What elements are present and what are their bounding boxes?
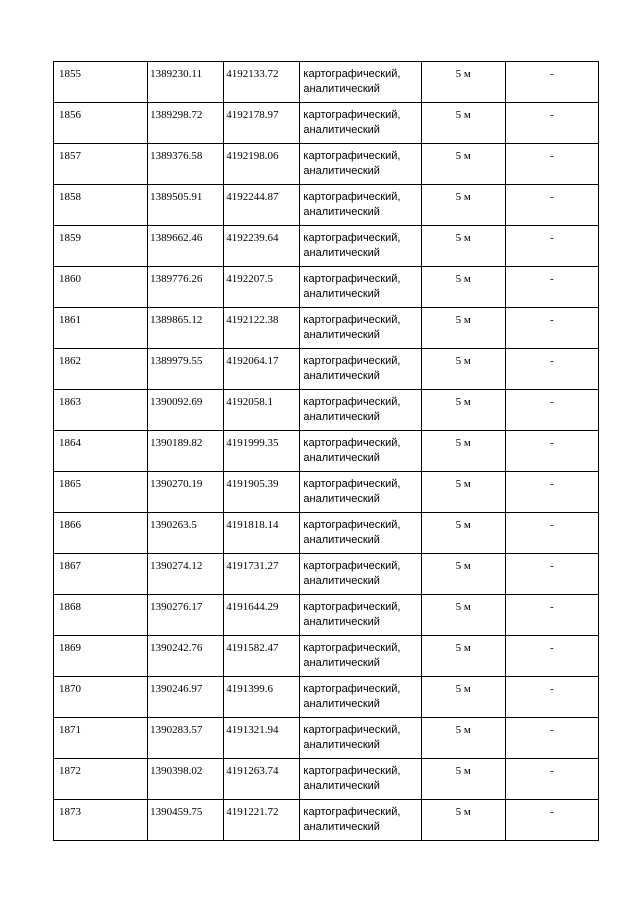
accuracy-cell [421,636,505,677]
x-coordinate-cell [148,472,224,513]
x-coordinate-cell-text: 1389979.55 [150,355,203,367]
point-number-cell-text: 1869 [59,642,81,654]
point-number-cell-text: 1870 [59,683,81,695]
method-cell [300,185,421,226]
point-number-cell [54,677,148,718]
note-cell-text: - [550,437,554,449]
method-cell-text: картографический, аналитический [303,437,401,464]
accuracy-cell-text: 5 м [455,765,471,777]
point-number-cell [54,718,148,759]
note-cell-text: - [550,724,554,736]
y-coordinate-cell [224,103,300,144]
y-coordinate-cell-text: 4192178.97 [226,109,279,121]
accuracy-cell [421,513,505,554]
x-coordinate-cell-text: 1389230.11 [150,68,203,80]
x-coordinate-cell [148,308,224,349]
y-coordinate-cell-text: 4191321.94 [226,724,279,736]
accuracy-cell-text: 5 м [455,273,471,285]
accuracy-cell-text: 5 м [455,191,471,203]
table-row [54,226,599,267]
x-coordinate-cell [148,800,224,841]
y-coordinate-cell-text: 4191999.35 [226,437,279,449]
table-row [54,431,599,472]
note-cell-text: - [550,314,554,326]
x-coordinate-cell [148,759,224,800]
note-cell [505,431,598,472]
note-cell [505,677,598,718]
accuracy-cell [421,103,505,144]
y-coordinate-cell [224,800,300,841]
accuracy-cell [421,554,505,595]
point-number-cell [54,185,148,226]
x-coordinate-cell [148,267,224,308]
y-coordinate-cell-text: 4192122.38 [226,314,279,326]
point-number-cell [54,226,148,267]
point-number-cell-text: 1859 [59,232,81,244]
note-cell [505,636,598,677]
point-number-cell-text: 1872 [59,765,81,777]
y-coordinate-cell [224,595,300,636]
point-number-cell [54,800,148,841]
point-number-cell-text: 1871 [59,724,81,736]
note-cell [505,554,598,595]
x-coordinate-cell-text: 1390274.12 [150,560,203,572]
y-coordinate-cell-text: 4191263.74 [226,765,279,777]
note-cell-text: - [550,765,554,777]
x-coordinate-cell [148,718,224,759]
y-coordinate-cell [224,390,300,431]
x-coordinate-cell-text: 1390246.97 [150,683,203,695]
method-cell [300,62,421,103]
y-coordinate-cell [224,226,300,267]
point-number-cell-text: 1860 [59,273,81,285]
table-row [54,144,599,185]
x-coordinate-cell-text: 1390276.17 [150,601,203,613]
accuracy-cell [421,349,505,390]
y-coordinate-cell-text: 4192239.64 [226,232,279,244]
accuracy-cell-text: 5 м [455,68,471,80]
accuracy-cell [421,800,505,841]
point-number-cell-text: 1857 [59,150,81,162]
method-cell-text: картографический, аналитический [303,601,401,628]
note-cell-text: - [550,355,554,367]
accuracy-cell-text: 5 м [455,806,471,818]
table-row [54,267,599,308]
point-number-cell-text: 1864 [59,437,81,449]
method-cell [300,472,421,513]
coordinates-table-body [54,62,599,841]
accuracy-cell-text: 5 м [455,642,471,654]
x-coordinate-cell-text: 1389776.26 [150,273,203,285]
accuracy-cell [421,267,505,308]
accuracy-cell-text: 5 м [455,396,471,408]
method-cell-text: картографический, аналитический [303,683,401,710]
y-coordinate-cell [224,62,300,103]
note-cell [505,308,598,349]
table-row [54,718,599,759]
method-cell [300,677,421,718]
y-coordinate-cell [224,472,300,513]
accuracy-cell-text: 5 м [455,601,471,613]
table-row [54,677,599,718]
table-row [54,759,599,800]
note-cell-text: - [550,109,554,121]
x-coordinate-cell [148,677,224,718]
accuracy-cell [421,144,505,185]
method-cell-text: картографический, аналитический [303,68,401,95]
x-coordinate-cell [148,62,224,103]
x-coordinate-cell [148,431,224,472]
method-cell [300,349,421,390]
method-cell [300,103,421,144]
x-coordinate-cell [148,595,224,636]
x-coordinate-cell-text: 1390398.02 [150,765,203,777]
y-coordinate-cell-text: 4191731.27 [226,560,279,572]
x-coordinate-cell-text: 1389662.46 [150,232,203,244]
note-cell [505,759,598,800]
x-coordinate-cell [148,349,224,390]
table-row [54,62,599,103]
point-number-cell [54,513,148,554]
point-number-cell-text: 1858 [59,191,81,203]
table-row [54,554,599,595]
method-cell-text: картографический, аналитический [303,150,401,177]
y-coordinate-cell-text: 4191818.14 [226,519,279,531]
note-cell [505,185,598,226]
accuracy-cell [421,472,505,513]
method-cell-text: картографический, аналитический [303,765,401,792]
accuracy-cell-text: 5 м [455,232,471,244]
note-cell [505,62,598,103]
table-row [54,472,599,513]
point-number-cell-text: 1866 [59,519,81,531]
note-cell-text: - [550,601,554,613]
method-cell [300,759,421,800]
accuracy-cell-text: 5 м [455,109,471,121]
accuracy-cell [421,677,505,718]
y-coordinate-cell-text: 4191399.6 [226,683,274,695]
note-cell [505,144,598,185]
x-coordinate-cell-text: 1390092.69 [150,396,203,408]
method-cell-text: картографический, аналитический [303,396,401,423]
y-coordinate-cell-text: 4191221.72 [226,806,279,818]
y-coordinate-cell [224,636,300,677]
point-number-cell-text: 1856 [59,109,81,121]
coordinates-table [53,61,599,841]
accuracy-cell [421,185,505,226]
accuracy-cell [421,390,505,431]
x-coordinate-cell [148,390,224,431]
point-number-cell [54,759,148,800]
method-cell-text: картографический, аналитический [303,806,401,833]
method-cell-text: картографический, аналитический [303,724,401,751]
y-coordinate-cell [224,308,300,349]
note-cell-text: - [550,232,554,244]
y-coordinate-cell [224,513,300,554]
y-coordinate-cell [224,431,300,472]
note-cell-text: - [550,191,554,203]
y-coordinate-cell-text: 4192058.1 [226,396,274,408]
table-row [54,185,599,226]
note-cell [505,718,598,759]
method-cell [300,390,421,431]
note-cell [505,472,598,513]
method-cell-text: картографический, аналитический [303,519,401,546]
method-cell [300,636,421,677]
y-coordinate-cell [224,349,300,390]
accuracy-cell [421,595,505,636]
method-cell-text: картографический, аналитический [303,314,401,341]
point-number-cell [54,308,148,349]
point-number-cell [54,103,148,144]
table-row [54,308,599,349]
note-cell-text: - [550,683,554,695]
note-cell-text: - [550,560,554,572]
x-coordinate-cell-text: 1390242.76 [150,642,203,654]
point-number-cell [54,144,148,185]
point-number-cell-text: 1867 [59,560,81,572]
point-number-cell-text: 1865 [59,478,81,490]
note-cell [505,800,598,841]
method-cell [300,595,421,636]
x-coordinate-cell-text: 1390189.82 [150,437,203,449]
accuracy-cell-text: 5 м [455,683,471,695]
method-cell [300,554,421,595]
accuracy-cell-text: 5 м [455,724,471,736]
note-cell [505,226,598,267]
point-number-cell [54,472,148,513]
table-row [54,103,599,144]
method-cell-text: картографический, аналитический [303,642,401,669]
point-number-cell [54,349,148,390]
method-cell-text: картографический, аналитический [303,109,401,136]
note-cell [505,513,598,554]
y-coordinate-cell [224,554,300,595]
y-coordinate-cell-text: 4192198.06 [226,150,279,162]
point-number-cell [54,390,148,431]
table-row [54,349,599,390]
method-cell-text: картографический, аналитический [303,191,401,218]
accuracy-cell-text: 5 м [455,437,471,449]
x-coordinate-cell-text: 1389298.72 [150,109,203,121]
method-cell [300,308,421,349]
x-coordinate-cell-text: 1389865.12 [150,314,203,326]
y-coordinate-cell-text: 4192207.5 [226,273,274,285]
method-cell [300,513,421,554]
y-coordinate-cell-text: 4191644.29 [226,601,279,613]
accuracy-cell-text: 5 м [455,478,471,490]
x-coordinate-cell [148,513,224,554]
method-cell [300,431,421,472]
note-cell-text: - [550,806,554,818]
y-coordinate-cell-text: 4192133.72 [226,68,279,80]
y-coordinate-cell-text: 4191582.47 [226,642,279,654]
point-number-cell [54,62,148,103]
point-number-cell-text: 1868 [59,601,81,613]
accuracy-cell-text: 5 м [455,519,471,531]
method-cell-text: картографический, аналитический [303,273,401,300]
accuracy-cell [421,308,505,349]
table-row [54,390,599,431]
x-coordinate-cell [148,636,224,677]
point-number-cell [54,554,148,595]
accuracy-cell-text: 5 м [455,314,471,326]
x-coordinate-cell [148,103,224,144]
method-cell-text: картографический, аналитический [303,355,401,382]
x-coordinate-cell-text: 1390270.19 [150,478,203,490]
y-coordinate-cell [224,759,300,800]
method-cell [300,267,421,308]
x-coordinate-cell [148,144,224,185]
point-number-cell [54,267,148,308]
y-coordinate-cell-text: 4192064.17 [226,355,279,367]
note-cell [505,390,598,431]
x-coordinate-cell-text: 1389505.91 [150,191,203,203]
y-coordinate-cell-text: 4191905.39 [226,478,279,490]
method-cell [300,800,421,841]
method-cell [300,718,421,759]
point-number-cell-text: 1873 [59,806,81,818]
accuracy-cell [421,759,505,800]
table-row [54,513,599,554]
note-cell-text: - [550,68,554,80]
note-cell-text: - [550,396,554,408]
table-row [54,595,599,636]
x-coordinate-cell-text: 1390263.5 [150,519,197,531]
note-cell-text: - [550,642,554,654]
accuracy-cell-text: 5 м [455,355,471,367]
x-coordinate-cell-text: 1390459.75 [150,806,203,818]
note-cell-text: - [550,273,554,285]
table-row [54,636,599,677]
x-coordinate-cell [148,226,224,267]
accuracy-cell [421,431,505,472]
y-coordinate-cell [224,144,300,185]
accuracy-cell-text: 5 м [455,560,471,572]
table-row [54,800,599,841]
y-coordinate-cell [224,718,300,759]
note-cell-text: - [550,478,554,490]
note-cell-text: - [550,150,554,162]
note-cell [505,349,598,390]
accuracy-cell-text: 5 м [455,150,471,162]
point-number-cell-text: 1861 [59,314,81,326]
method-cell-text: картографический, аналитический [303,478,401,505]
point-number-cell [54,636,148,677]
note-cell [505,103,598,144]
y-coordinate-cell [224,267,300,308]
point-number-cell-text: 1855 [59,68,81,80]
y-coordinate-cell [224,677,300,718]
accuracy-cell [421,718,505,759]
y-coordinate-cell-text: 4192244.87 [226,191,279,203]
x-coordinate-cell [148,554,224,595]
method-cell [300,144,421,185]
note-cell [505,267,598,308]
method-cell-text: картографический, аналитический [303,232,401,259]
accuracy-cell [421,226,505,267]
point-number-cell [54,595,148,636]
x-coordinate-cell-text: 1390283.57 [150,724,203,736]
note-cell-text: - [550,519,554,531]
y-coordinate-cell [224,185,300,226]
note-cell [505,595,598,636]
point-number-cell-text: 1863 [59,396,81,408]
method-cell [300,226,421,267]
method-cell-text: картографический, аналитический [303,560,401,587]
accuracy-cell [421,62,505,103]
x-coordinate-cell [148,185,224,226]
x-coordinate-cell-text: 1389376.58 [150,150,203,162]
point-number-cell-text: 1862 [59,355,81,367]
point-number-cell [54,431,148,472]
